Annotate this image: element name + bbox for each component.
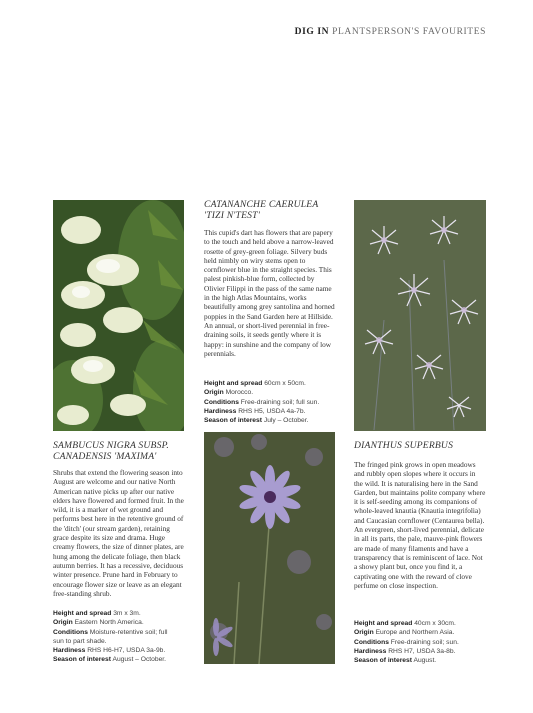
- fact-value: RHS H5, USDA 4a-7b.: [238, 407, 306, 415]
- fact-row: [53, 618, 193, 627]
- catananche-photo: [204, 432, 335, 664]
- fact-label: Season of interest: [354, 657, 412, 665]
- sambucus-title: [53, 441, 193, 462]
- fact-label: Origin: [204, 389, 224, 397]
- fact-row: [53, 628, 178, 647]
- fact-value: Morocco.: [225, 389, 254, 397]
- fact-row: [204, 416, 344, 425]
- fact-label: Conditions: [53, 628, 88, 636]
- dianthus-photo: [354, 200, 486, 431]
- fact-value: July – October.: [263, 417, 309, 425]
- fact-value: 40cm x 30cm.: [414, 620, 456, 627]
- fact-label: Conditions: [204, 398, 239, 406]
- fact-row: [204, 407, 344, 416]
- fact-label: Origin: [53, 619, 73, 627]
- fact-label: Season of interest: [53, 656, 111, 664]
- fact-value: Moisture-retentive soil; full sun to part shade.: [53, 628, 168, 645]
- fact-label: Origin: [354, 629, 374, 637]
- catananche-title-line1: CATANANCHE CAERULEA: [204, 199, 319, 210]
- fact-label: Conditions: [354, 638, 389, 646]
- fact-value: Europe and Northern Asia.: [375, 629, 455, 637]
- fact-row: [354, 638, 494, 647]
- catananche-title: [204, 200, 339, 221]
- sambucus-facts: [53, 609, 193, 665]
- dianthus-title-line1: DIANTHUS SUPERBUS: [354, 440, 454, 451]
- fact-row: [204, 379, 344, 388]
- catananche-facts: [204, 379, 344, 425]
- sambucus-title-line1: SAMBUCUS NIGRA SUBSP.: [53, 440, 170, 451]
- fact-row: [204, 398, 344, 407]
- fact-value: Free-draining soil; sun.: [390, 638, 459, 646]
- fact-label: Hardiness: [204, 407, 237, 415]
- sambucus-title-line2: CANADENSIS 'MAXIMA': [53, 450, 157, 462]
- fact-row: [354, 628, 494, 637]
- fact-value: 60cm x 50cm.: [264, 380, 306, 387]
- fact-value: RHS H6-H7, USDA 3a-9b.: [87, 647, 166, 655]
- fact-label: Season of interest: [204, 417, 262, 425]
- fact-row: [53, 609, 193, 618]
- sambucus-photo: [53, 200, 184, 431]
- fact-row: [53, 655, 193, 664]
- fact-value: Eastern North America.: [74, 619, 144, 627]
- dianthus-body: The fringed pink grows in open meadows and rubbly open slopes where it occurs in the wild. It is naturalising here in the Sand Garden, but maintains polite company where it is self-seeding among its companions of whole-leaved knautia (Knautia integrifolia) and Caucasian cornflower (Centaurea bella). An evergreen, short-lived perennial, delicate in all its parts, the pale, mauve-pink flowers are made of many filaments and have a transparency that is reminiscent of lace. Not a showy plant but, once you find it, a captivating one with the reward of clove perfume on close inspection.: [354, 460, 486, 590]
- fact-value: RHS H7, USDA 3a-8b.: [388, 647, 456, 655]
- fact-label: Hardiness: [53, 647, 86, 655]
- fact-value: August – October.: [112, 656, 167, 664]
- catananche-body: This cupid's dart has flowers that are papery to the touch and held above a narrow-leaved rosette of grey-green foliage. Silvery buds held nimbly on wiry stems open to cornflower blue in the straight species. This palest pinkish-blue form, collected by Olivier Filippi in the pass of the same name in the high Atlas Mountains, works beautifully among grey santolina and horned poppies in the Sand Garden here at Hillside. An annual, or short-lived perennial in free-draining soils, it seeds gently where it is happy: in sunshine and the company of low perennials.: [204, 228, 335, 358]
- fact-row: [354, 647, 494, 656]
- fact-label: Height and spread: [354, 620, 413, 627]
- fact-row: [354, 619, 494, 628]
- dianthus-facts: [354, 619, 494, 665]
- fact-label: Height and spread: [53, 610, 112, 617]
- running-head-section: DIG IN: [294, 27, 330, 37]
- fact-row: [354, 656, 494, 665]
- fact-row: [53, 646, 193, 655]
- sambucus-body: Shrubs that extend the flowering season into August are welcome and our native North American native picks up after our native elders have flowered and formed fruit. In the wild, it is a marker of wet ground and performs best here in the retentive ground of the 'ditch' (our stream garden), retaining grace despite its size and drama. Huge creamy flowers, the size of dinner plates, are hung among the delicate foliage, then black autumn berries. It has a recessive, deciduous winter presence. Prune hard in February to encourage flower size or leave as an elegant free-standing shrub.: [53, 468, 184, 598]
- fact-row: [204, 388, 344, 397]
- fact-value: August.: [413, 657, 437, 665]
- fact-value: Free-draining soil; full sun.: [240, 398, 320, 406]
- running-head-title: PLANTSPERSON'S FAVOURITES: [332, 27, 486, 37]
- fact-label: Hardiness: [354, 647, 387, 655]
- running-head: [295, 27, 486, 37]
- fact-label: Height and spread: [204, 380, 263, 387]
- fact-value: 3m x 3m.: [113, 610, 141, 617]
- dianthus-title: [354, 441, 494, 452]
- catananche-title-line2: 'TIZI N'TEST': [204, 209, 260, 221]
